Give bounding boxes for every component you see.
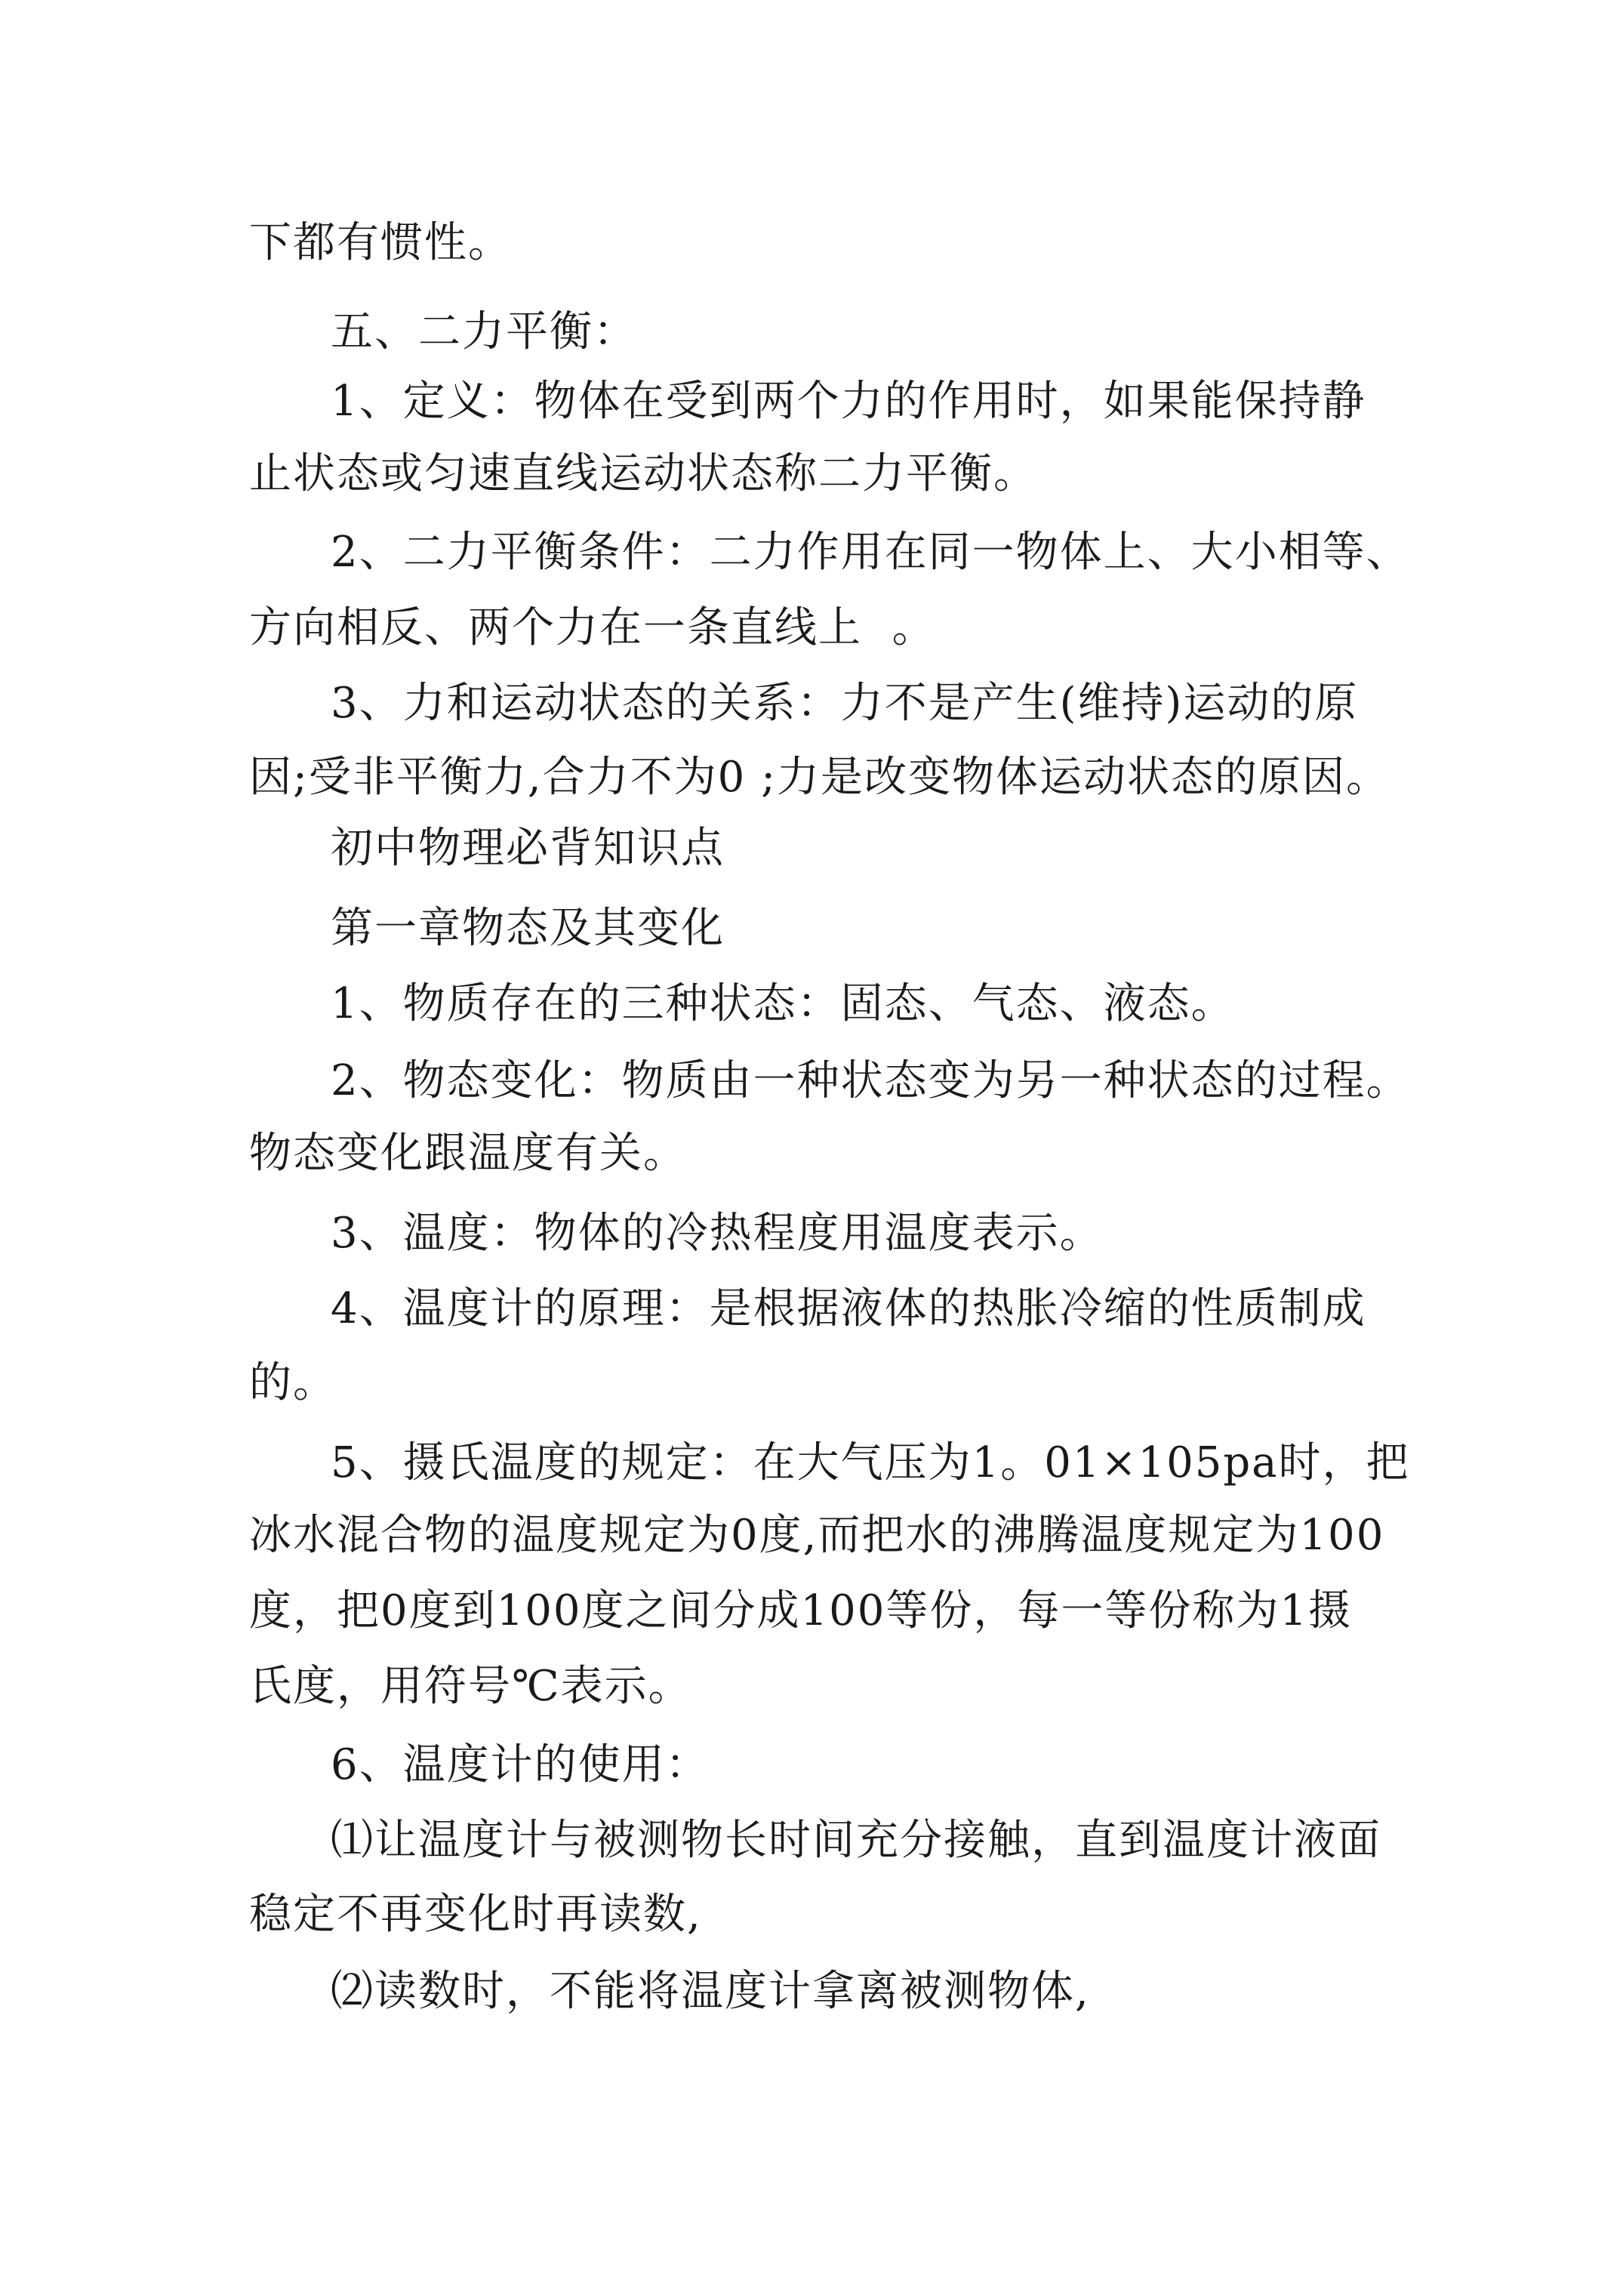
text-line: 3、温度：物体的冷热程度用温度表示。 [331,1209,1104,1258]
text-line: 4、温度计的原理：是根据液体的热胀冷缩的性质制成 [331,1284,1366,1333]
text-line: 1、定义：物体在受到两个力的作用时，如果能保持静 [331,377,1366,426]
text-line: 的。 [249,1358,337,1407]
section-heading: 初中物理必背知识点 [331,824,725,873]
text-line: 3、力和运动状态的关系：力不是产生(维持)运动的原 [331,679,1359,728]
text-line: 1、物质存在的三种状态：固态、气态、液态。 [331,979,1235,1028]
text-line: 6、温度计的使用： [331,1740,710,1789]
text-line: 5、摄氏温度的规定：在大气压为1。01×105pa时，把 [331,1438,1410,1487]
text-line: 止状态或匀速直线运动状态称二力平衡。 [249,449,1037,498]
text-line: 2、二力平衡条件：二力作用在同一物体上、大小相等、 [331,528,1410,577]
text-line: ⑴让温度计与被测物长时间充分接触，直到温度计液面 [331,1816,1381,1865]
text-line: 因;受非平衡力,合力不为0 ;力是改变物体运动状态的原因。 [249,753,1390,802]
text-line: 氏度，用符号℃表示。 [249,1662,692,1711]
text-line: ⑵读数时，不能将温度计拿离被测物体, [331,1967,1090,2016]
section-heading: 五、二力平衡： [331,307,637,356]
text-line: 物态变化跟温度有关。 [249,1129,687,1178]
text-line: 度，把0度到100度之间分成100等份，每一等份称为1摄 [249,1586,1353,1635]
text-line: 下都有惯性。 [249,218,512,267]
text-line: 方向相反、两个力在一条直线上 。 [249,603,936,652]
text-line: 稳定不再变化时再读数, [249,1890,702,1939]
chapter-heading: 第一章物态及其变化 [331,904,725,953]
text-line: 冰水混合物的温度规定为0度,而把水的沸腾温度规定为100 [249,1511,1385,1560]
text-line: 2、物态变化：物质由一种状态变为另一种状态的过程。 [331,1056,1410,1105]
